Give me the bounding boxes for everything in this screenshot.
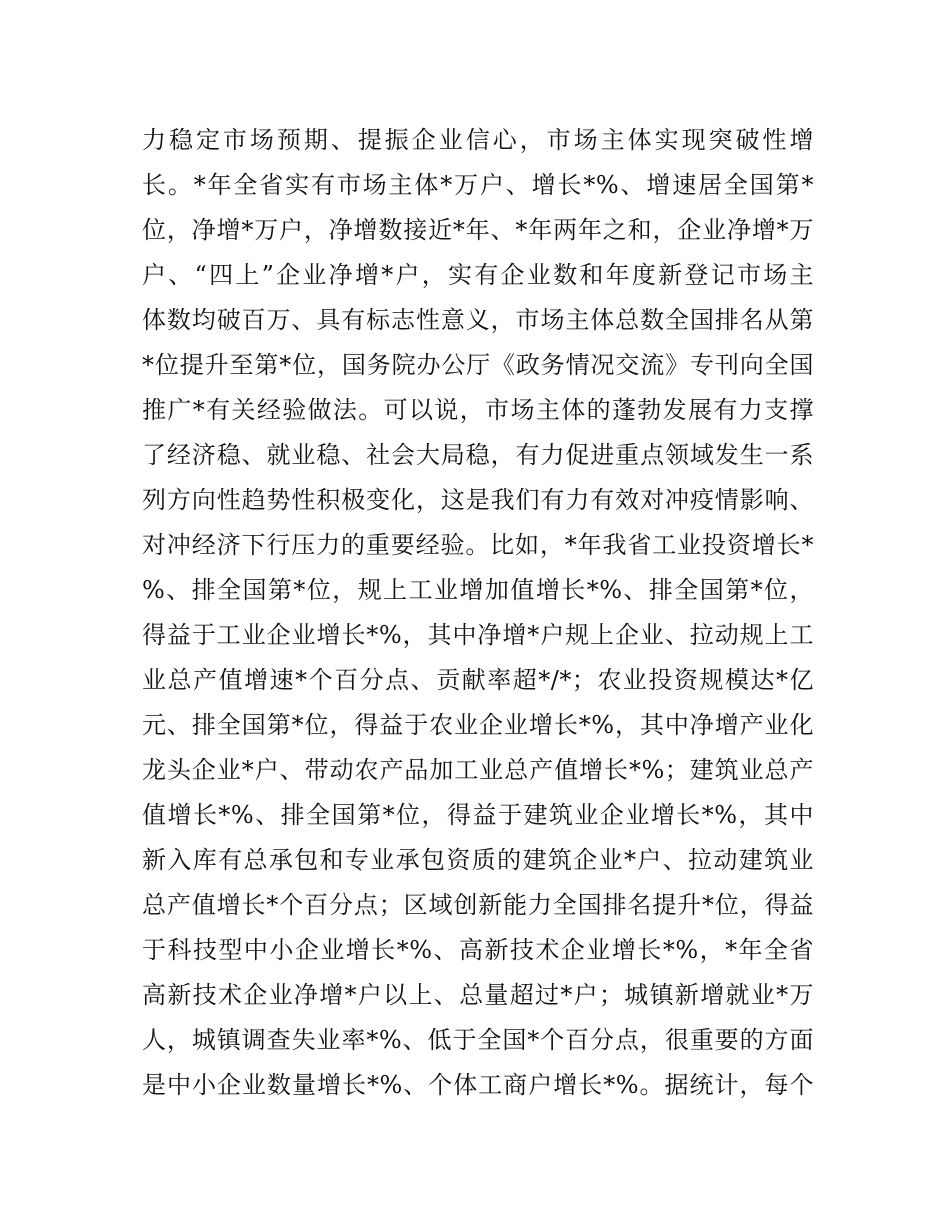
paragraph-line: 体数均破百万、具有标志性意义，市场主体总数全国排名从第 [142, 306, 814, 334]
paragraph-line: 元、排全国第*位，得益于农业企业增长*%，其中净增产业化 [142, 711, 814, 739]
paragraph-line: 总产值增长*个百分点；区域创新能力全国排名提升*位，得益 [142, 891, 814, 919]
paragraph-line: 龙头企业*户、带动农产品加工业总产值增长*%；建筑业总产 [142, 756, 814, 784]
paragraph-line: 推广*有关经验做法。可以说，市场主体的蓬勃发展有力支撑 [142, 396, 814, 424]
paragraph-line: 值增长*%、排全国第*位，得益于建筑业企业增长*%，其中 [142, 801, 814, 829]
paragraph-line: 业总产值增速*个百分点、贡献率超*/*；农业投资规模达*亿 [142, 666, 814, 694]
paragraph-line: 得益于工业企业增长*%，其中净增*户规上企业、拉动规上工 [142, 621, 814, 649]
body-paragraph [142, 118, 814, 1108]
paragraph-line: 新入库有总承包和专业承包资质的建筑企业*户、拉动建筑业 [142, 846, 814, 874]
paragraph-line: 了经济稳、就业稳、社会大局稳，有力促进重点领域发生一系 [142, 441, 814, 469]
paragraph-line: %、排全国第*位，规上工业增加值增长*%、排全国第*位， [142, 576, 814, 604]
paragraph-line: 于科技型中小企业增长*%、高新技术企业增长*%，*年全省 [142, 936, 814, 964]
paragraph-line: 人，城镇调查失业率*%、低于全国*个百分点，很重要的方面 [142, 1026, 814, 1054]
paragraph-line: 高新技术企业净增*户以上、总量超过*户；城镇新增就业*万 [142, 981, 814, 1009]
paragraph-line: *位提升至第*位，国务院办公厅《政务情况交流》专刊向全国 [142, 351, 814, 379]
paragraph-line: 力稳定市场预期、提振企业信心，市场主体实现突破性增 [142, 126, 814, 154]
paragraph-line: 列方向性趋势性积极变化，这是我们有力有效对冲疫情影响、 [142, 486, 814, 514]
paragraph-line: 户、“四上”企业净增*户，实有企业数和年度新登记市场主 [142, 261, 814, 289]
paragraph-line: 长。*年全省实有市场主体*万户、增长*%、增速居全国第* [142, 171, 814, 199]
paragraph-line: 位，净增*万户，净增数接近*年、*年两年之和，企业净增*万 [142, 216, 814, 244]
paragraph-line: 是中小企业数量增长*%、个体工商户增长*%。据统计，每个 [142, 1071, 814, 1099]
paragraph-line: 对冲经济下行压力的重要经验。比如，*年我省工业投资增长* [142, 531, 814, 559]
